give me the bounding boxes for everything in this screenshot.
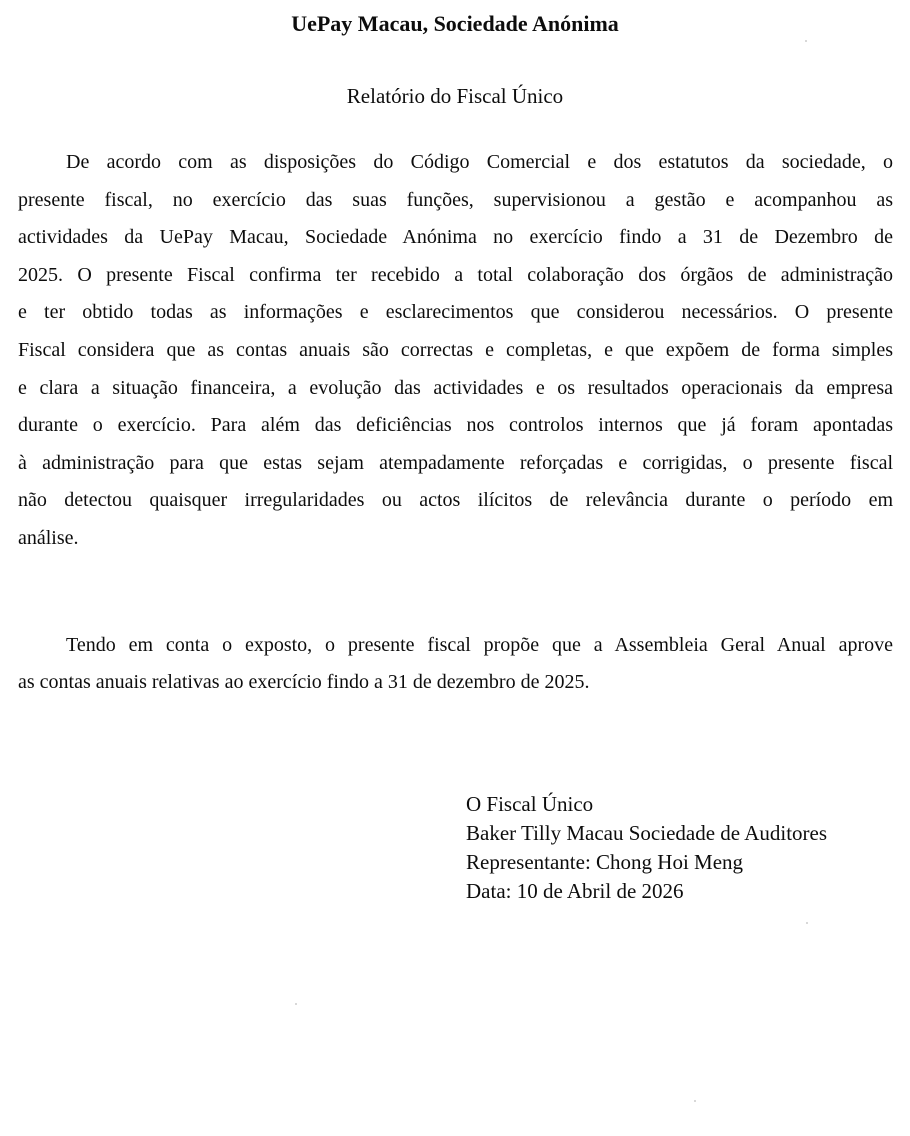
paragraph-2 [18,627,893,702]
text-line: Tendo em conta o exposto, o presente fiscal propõe que a Assembleia Geral Anual aprove [66,633,893,656]
text-line: Data: 10 de Abril de 2026 [466,879,684,903]
text-line: 2025. O presente Fiscal confirma ter recebido a total colaboração dos órgãos de administração [18,263,893,286]
text-line: presente fiscal, no exercício das suas funções, supervisionou a gestão e acompanhou as [18,188,893,211]
document-title: UePay Macau, Sociedade Anónima [291,11,619,36]
text-line: De acordo com as disposições do Código Comercial e dos estatutos da sociedade, o [66,151,893,173]
text-line: Representante: Chong Hoi Meng [466,850,744,874]
scan-noise-speck [805,40,807,42]
text-line: e clara a situação financeira, a evolução das actividades e os resultados operacionais da empresa [18,376,893,399]
text-line: Fiscal considera que as contas anuais são correctas e completas, e que expõem de forma simples [18,338,893,361]
scan-noise-speck [694,1100,696,1102]
text-line: actividades da UePay Macau, Sociedade Anónima no exercício findo a 31 de Dezembro de [18,226,893,249]
scan-noise-speck [806,922,808,924]
text-line: durante o exercício. Para além das deficiências nos controlos internos que já foram apontadas [18,414,893,437]
text-line: as contas anuais relativas ao exercício findo a 31 de dezembro de 2025. [18,671,590,694]
text-line: análise. [18,526,79,549]
text-line: não detectou quaisquer irregularidades ou actos ilícitos de relevância durante o período em [18,489,893,512]
signature-block [466,790,827,906]
text-line: à administração para que estas sejam atempadamente reforçadas e corrigidas, o presente fiscal [18,451,893,474]
text-line: e ter obtido todas as informações e esclarecimentos que considerou necessários. O presente [18,301,893,324]
text-line: O Fiscal Único [466,792,594,816]
paragraph-1 [18,144,893,558]
scan-noise-speck [295,1003,297,1005]
document-subtitle: Relatório do Fiscal Único [346,84,564,108]
text-line: Baker Tilly Macau Sociedade de Auditores [466,821,828,845]
document-body [18,144,893,702]
